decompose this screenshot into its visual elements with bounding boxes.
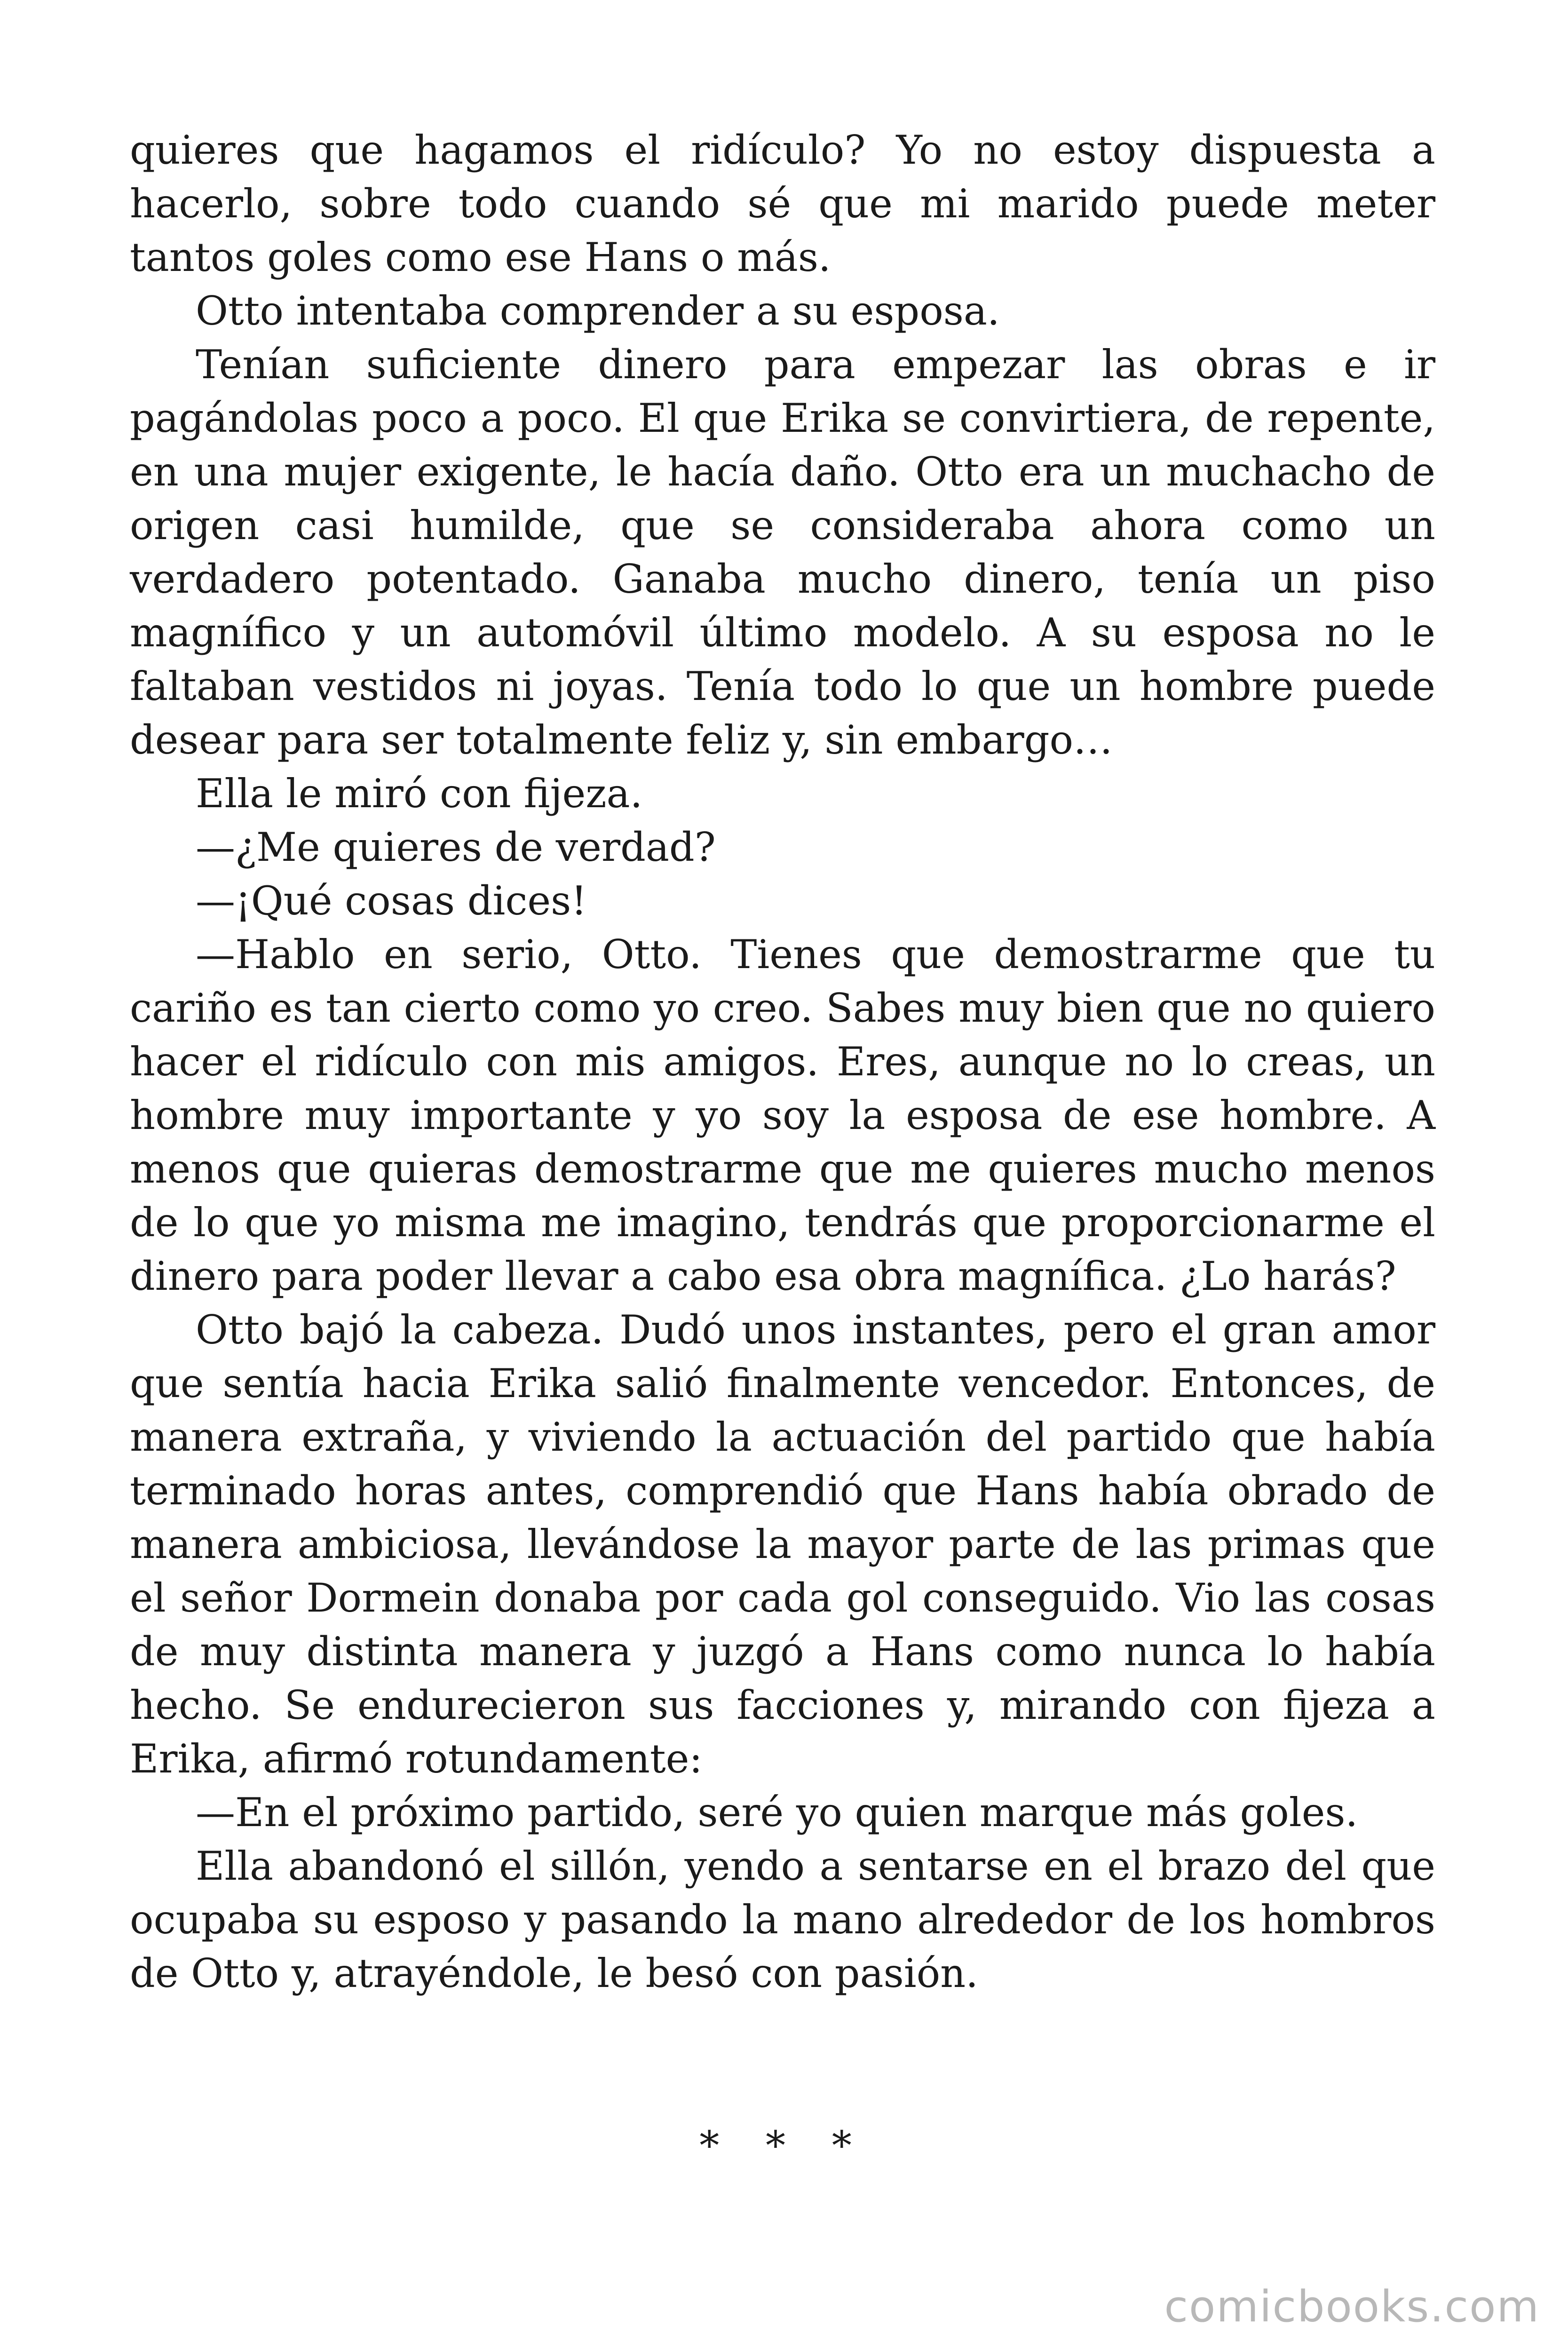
paragraph: Ella abandonó el sillón, yendo a sentarse en el brazo del que ocupaba su esposo y pasando la mano alrededor de los hombros de Otto y, atrayéndole, le besó con pasión. xyxy=(130,1843,1435,1996)
dialogue-line: —¿Me quieres de verdad? xyxy=(196,824,716,870)
paragraph: Otto intentaba comprender a su esposa. xyxy=(196,288,1000,334)
scene-break: * * * xyxy=(699,2122,869,2169)
watermark: comicbooks.com xyxy=(1164,2281,1540,2332)
body-text xyxy=(130,123,1435,2000)
paragraph: Otto bajó la cabeza. Dudó unos instantes, pero el gran amor que sentía hacia Erika salió finalmente vencedor. Entonces, de manera extraña, y viviendo la actuación del partido que había terminado horas antes, comprendió que Hans había obrado de manera ambiciosa, llevándose la mayor parte de las primas que el señor Dormein donaba por cada gol conseguido. Vio las cosas de muy distinta manera y juzgó a Hans como nunca lo había hecho. Se endurecieron sus facciones y, mirando con fijeza a Erika, afirmó rotundamente: xyxy=(130,1307,1435,1782)
paragraph: Tenían suficiente dinero para empezar las obras e ir pagándolas poco a poco. El que Erika se convirtiera, de repente, en una mujer exigente, le hacía daño. Otto era un muchacho de origen casi humilde, que se consideraba ahora como un verdadero potentado. Ganaba mucho dinero, tenía un piso magnífico y un automóvil último modelo. A su esposa no le faltaban vestidos ni joyas. Tenía todo lo que un hombre puede desear para ser totalmente feliz y, sin embargo… xyxy=(130,342,1435,763)
dialogue-line: —Hablo en serio, Otto. Tienes que demostrarme que tu cariño es tan cierto como yo creo. Sabes muy bien que no quiero hacer el ridículo con mis amigos. Eres, aunque no lo creas, un hombre muy importante y yo soy la esposa de ese hombre. A menos que quieras demostrarme que me quieres mucho menos de lo que yo misma me imagino, tendrás que proporcionarme el dinero para poder llevar a cabo esa obra magnífica. ¿Lo harás? xyxy=(130,931,1435,1299)
paragraph-continued: quieres que hagamos el ridículo? Yo no estoy dispuesta a hacerlo, sobre todo cuando sé que mi marido puede meter tantos goles como ese Hans o más. xyxy=(130,127,1435,280)
dialogue-line: —¡Qué cosas dices! xyxy=(196,878,587,924)
paragraph: Ella le miró con fijeza. xyxy=(196,771,643,817)
dialogue-line: —En el próximo partido, seré yo quien marque más goles. xyxy=(196,1789,1358,1836)
